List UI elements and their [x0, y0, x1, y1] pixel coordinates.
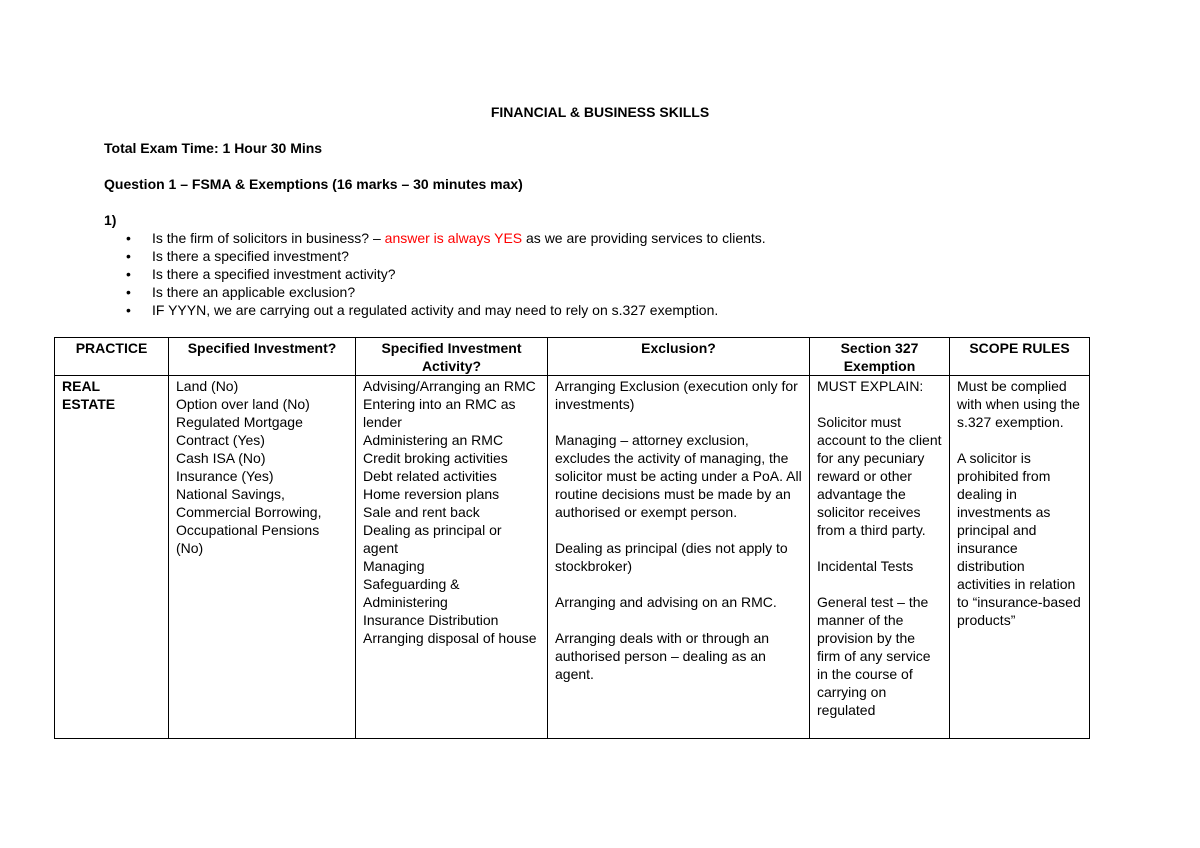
list-item: • Is there an applicable exclusion?	[104, 283, 766, 301]
question-heading: Question 1 – FSMA & Exemptions (16 marks – 30 minutes max)	[104, 176, 523, 192]
header-practice: PRACTICE	[55, 338, 169, 376]
table-header-row	[55, 338, 1090, 376]
exclusion-text: Arranging Exclusion (execution only for investments) Managing – attorney exclusion, excludes the activity of managing, the solicitor must be acting under a PoA. All routine decisions must be made by an authorised or exempt person. Dealing as principal (dies not apply to stockbroker) Arranging and advising on an RMC. Arranging deals with or through an authorised person – dealing as an agent.	[555, 378, 802, 682]
header-scope-rules: SCOPE RULES	[950, 338, 1090, 376]
section-327-text: MUST EXPLAIN: Solicitor must account to the client for any pecuniary reward or other advantage the solicitor receives from a third party. Incidental Tests General test – the manner of the provision by the firm of any service in the course of carrying on regulated	[817, 378, 942, 718]
header-exclusion: Exclusion?	[548, 338, 810, 376]
header-section-327: Section 327 Exemption	[810, 338, 950, 376]
list-item: • Is there a specified investment activity?	[104, 265, 766, 283]
cell-scope-rules	[950, 376, 1090, 739]
scope-text: Must be complied with when using the s.327 exemption. A solicitor is prohibited from dealing in investments as principal and insurance distribution activities in relation to “insurance-based products”	[957, 378, 1081, 628]
bullet-text: Is the firm of solicitors in business? –	[152, 230, 385, 246]
total-exam-time: Total Exam Time: 1 Hour 30 Mins	[104, 140, 323, 156]
highlighted-answer: answer is always YES	[384, 230, 523, 246]
checklist	[104, 229, 766, 319]
practice-table	[54, 337, 1090, 739]
cell-specified-investment	[169, 376, 356, 739]
document-title: FINANCIAL & BUSINESS SKILLS	[490, 104, 710, 120]
header-activity: Specified Investment Activity?	[356, 338, 548, 376]
cell-practice	[55, 376, 169, 739]
cell-section-327	[810, 376, 950, 739]
investment-text: Land (No) Option over land (No) Regulated Mortgage Contract (Yes) Cash ISA (No) Insurance (Yes) National Savings, Commercial Borrowing, Occupational Pensions (No)	[176, 378, 322, 556]
cell-activity	[356, 376, 548, 739]
list-item: • IF YYYN, we are carrying out a regulated activity and may need to rely on s.327 exemption.	[104, 301, 766, 319]
practice-text: REAL ESTATE	[62, 378, 116, 412]
bullet-text: as we are providing services to clients.	[522, 230, 766, 246]
activity-text: Advising/Arranging an RMC Entering into an RMC as lender Administering an RMC Credit broking activities Debt related activities Home reversion plans Sale and rent back Dealing as principal or agent Managing Safeguarding & Administering Insurance Distribution Arranging disposal of house	[363, 378, 537, 646]
table-row	[55, 376, 1090, 739]
list-item	[104, 229, 766, 247]
header-specified-investment: Specified Investment?	[169, 338, 356, 376]
cell-exclusion	[548, 376, 810, 739]
list-item: • Is there a specified investment?	[104, 247, 766, 265]
question-number: 1)	[104, 212, 117, 228]
